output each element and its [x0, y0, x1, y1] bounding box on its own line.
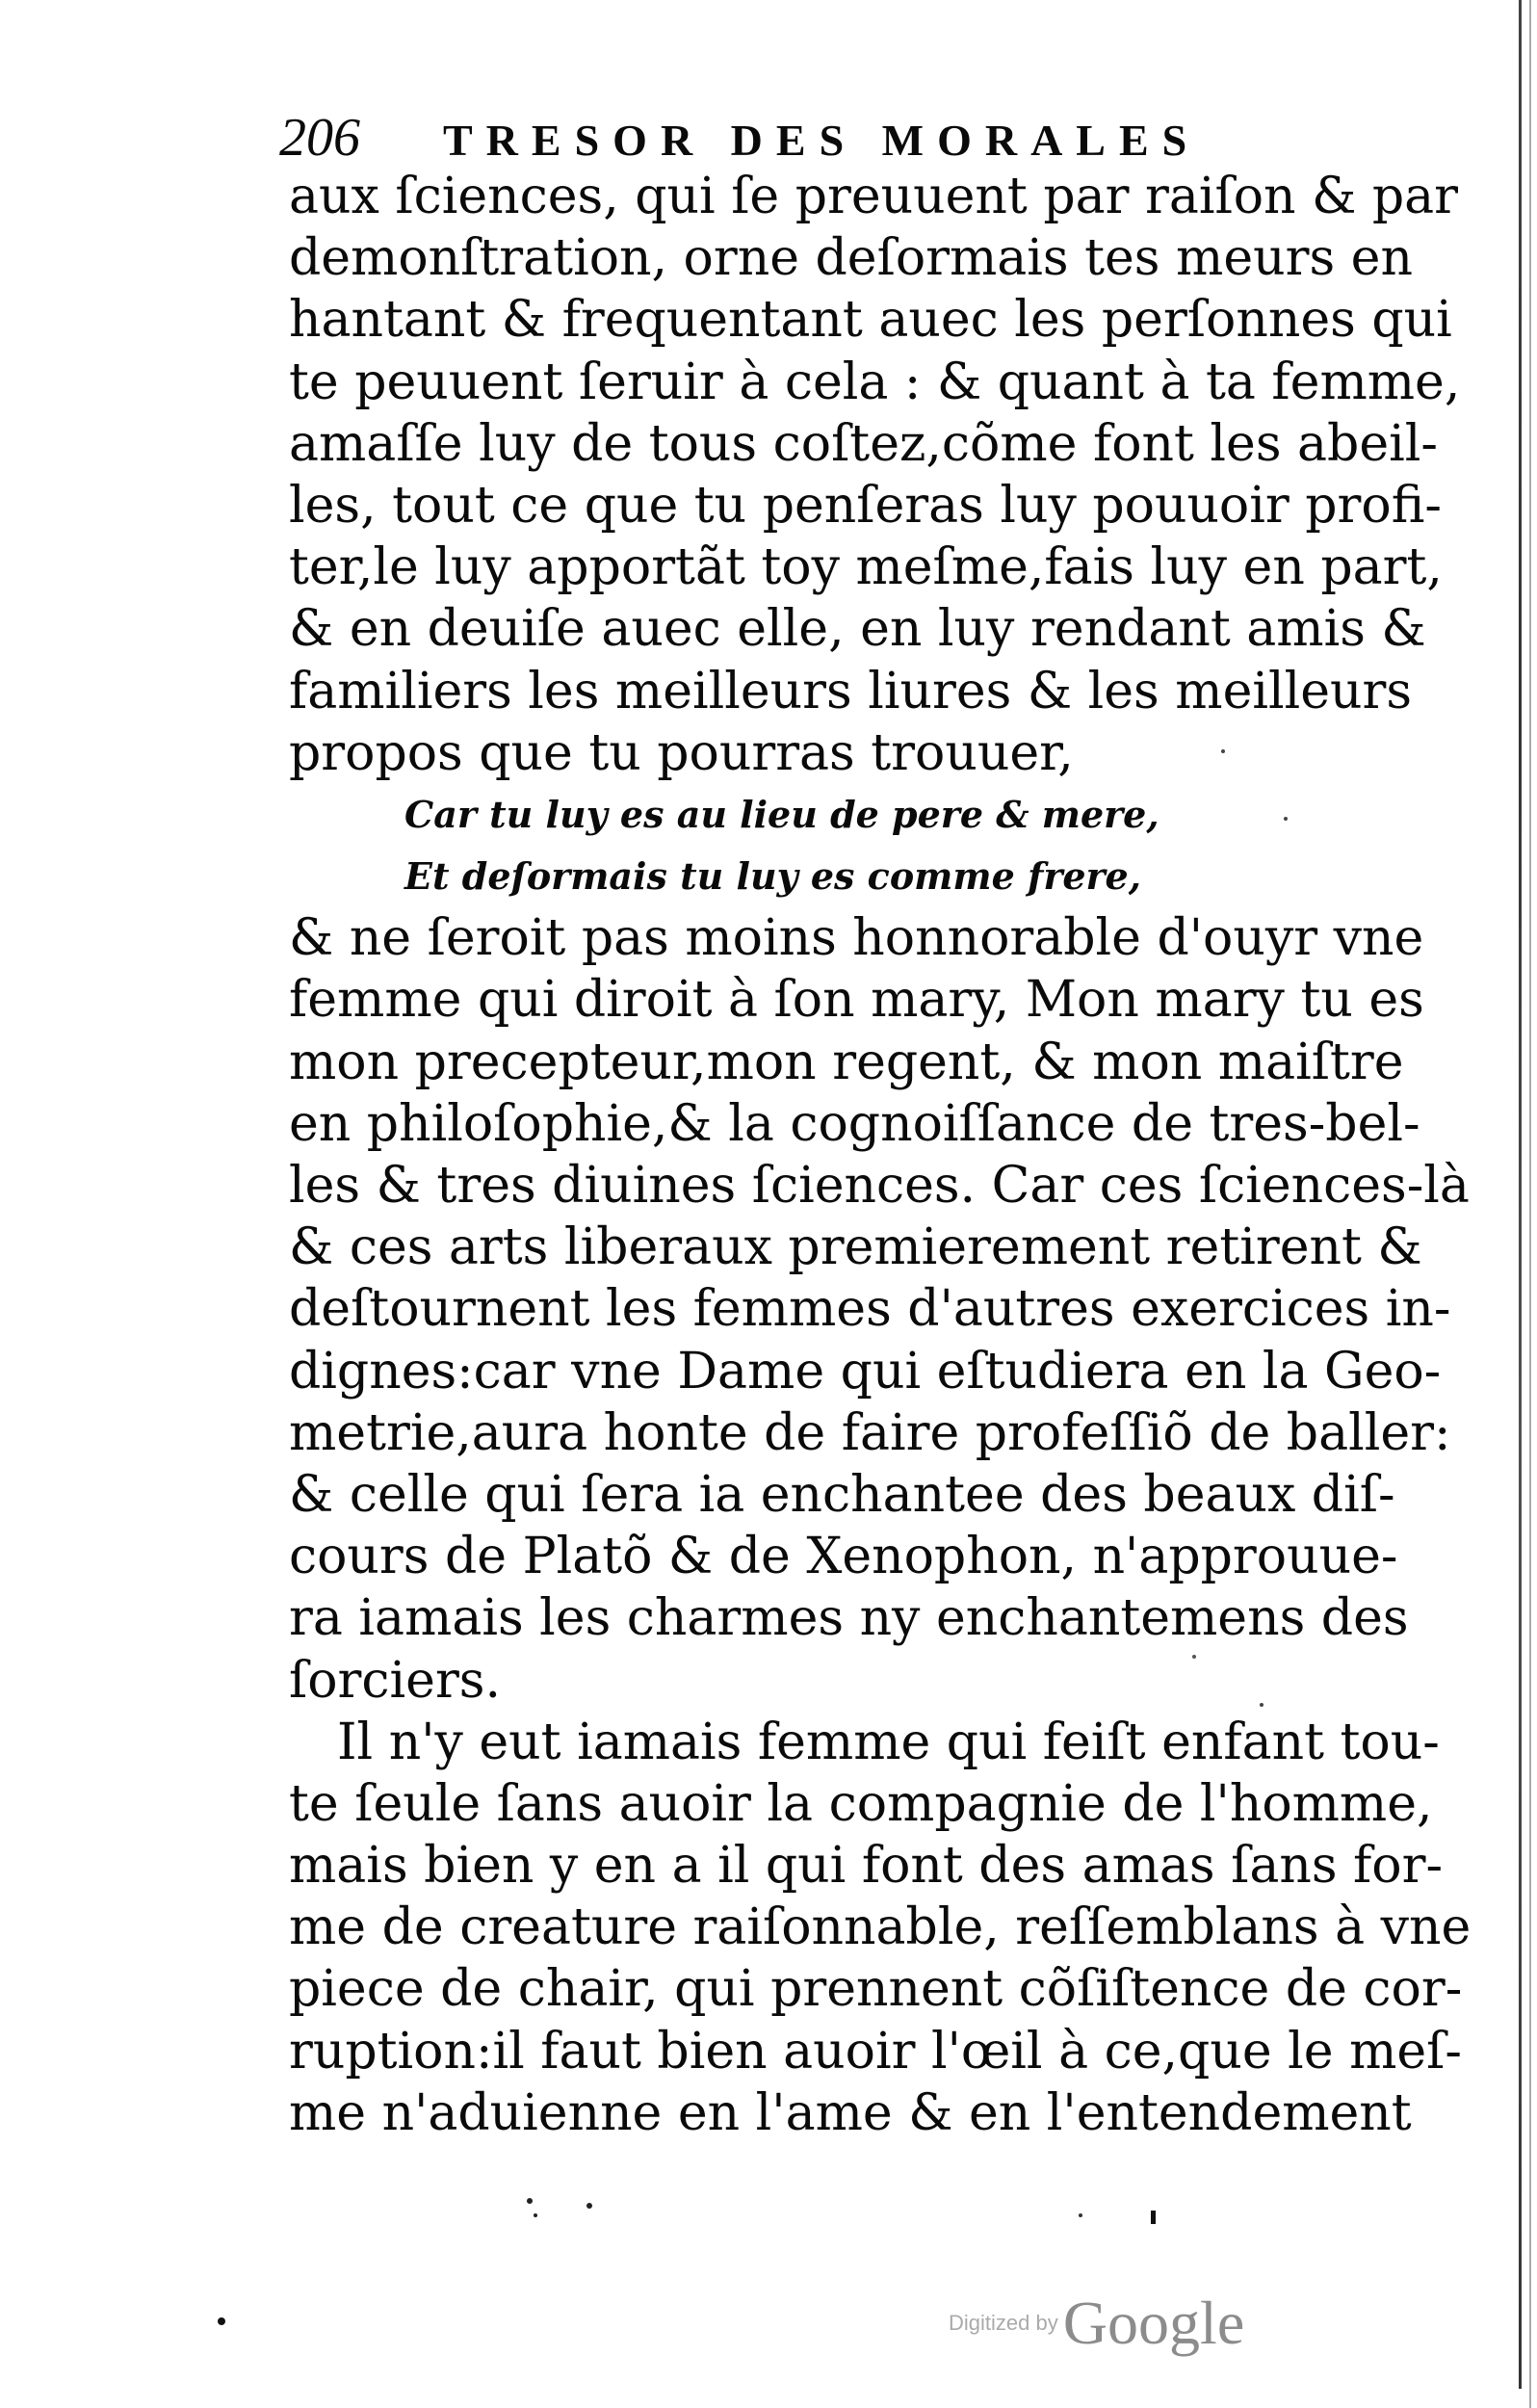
text-line: en philoſophie,& la cognoiſſance de tres-bel- — [289, 1094, 1420, 1153]
text-line: mais bien y en a il qui font des amas ſans for- — [289, 1837, 1444, 1896]
text-line: me n'aduienne en l'ame & en l'entendement — [289, 2083, 1412, 2142]
text-line: metrie,aura honte de faire profeſſiõ de baller: — [289, 1403, 1451, 1462]
verse-line: Et deſormais tu luy es comme frere, — [404, 854, 1141, 899]
text-line: & celle qui ſera ia enchantee des beaux diſ- — [289, 1465, 1395, 1524]
text-line: Il n'y eut iamais femme qui feiſt enfant tou- — [337, 1713, 1440, 1771]
text-line: hantant & frequentant auec les perſonnes qui — [289, 291, 1452, 350]
text-line: ter,le luy apportãt toy meſme,fais luy en part, — [289, 538, 1443, 597]
text-line: piece de chair, qui prennent cõſiſtence de cor- — [289, 1960, 1463, 2019]
text-line: demonſtration, orne deſormais tes meurs en — [289, 229, 1413, 288]
text-line: te peuuent ſeruir à cela : & quant à ta femme, — [289, 353, 1461, 411]
text-line: deſtournent les femmes d'autres exercices in- — [289, 1280, 1451, 1339]
body-text — [289, 166, 1472, 2144]
text-line: ra iamais les charmes ny enchantemens des — [289, 1589, 1409, 1648]
text-line: & en deuiſe auec elle, en luy rendant amis & — [289, 600, 1426, 659]
text-line: & ne ſeroit pas moins honnorable d'ouyr vne — [289, 909, 1424, 968]
text-line: & ces arts liberaux premierement retirent & — [289, 1218, 1422, 1277]
text-line: les & tres diuines ſciences. Car ces ſciences-là — [289, 1157, 1470, 1215]
running-title: TRESOR DES MORALES — [443, 116, 1201, 165]
watermark-digitized-by: Digitized by — [949, 2311, 1058, 2335]
running-head — [279, 104, 1368, 171]
page-number: 206 — [279, 108, 360, 168]
text-line: femme qui diroit à ſon mary, Mon mary tu es — [289, 971, 1424, 1030]
text-line: les, tout ce que tu penſeras luy pouuoir profi- — [289, 476, 1442, 535]
verse-line: Car tu luy es au lieu de pere & mere, — [404, 792, 1159, 836]
text-line: ſorciers. — [289, 1651, 502, 1710]
text-line: cours de Platõ & de Xenophon, n'approuue- — [289, 1528, 1398, 1586]
page-edge-line — [1519, 0, 1522, 2389]
text-line: te ſeule ſans auoir la compagnie de l'homme, — [289, 1774, 1433, 1833]
text-line: me de creature raiſonnable, reſſemblans à vne — [289, 1898, 1472, 1957]
google-watermark — [949, 2288, 1295, 2365]
text-line: amaſſe luy de tous coſtez,cõme font les abeil- — [289, 414, 1438, 473]
text-line: familiers les meilleurs liures & les meilleurs — [289, 662, 1413, 720]
text-line: aux ſciences, qui ſe preuuent par raiſon & par — [289, 168, 1459, 225]
page-edge-shadow — [1529, 0, 1531, 2408]
text-line: dignes:car vne Dame qui eſtudiera en la Geo- — [289, 1342, 1442, 1400]
text-line: mon precepteur,mon regent, & mon maiſtre — [289, 1033, 1404, 1091]
text-line: propos que tu pourras trouuer, — [289, 723, 1074, 782]
watermark-google-logo: Google — [1062, 2289, 1245, 2357]
text-line: ruption:il faut bien auoir l'œil à ce,que le meſ- — [289, 2022, 1462, 2081]
